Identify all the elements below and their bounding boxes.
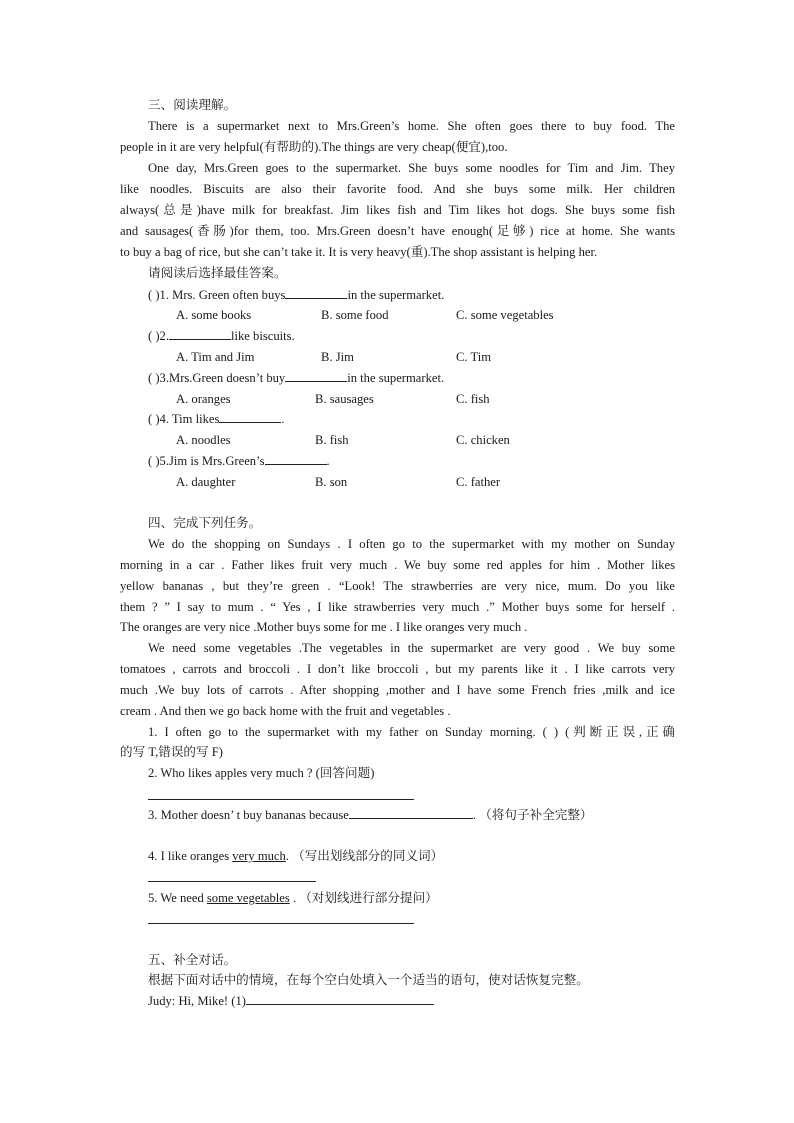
answer-blank[interactable]: [349, 806, 473, 819]
section3-passage-line: like noodles. Biscuits are also their favorite food. And she buys some milk. Her children: [120, 182, 675, 196]
option-a: A. daughter: [176, 475, 236, 489]
section3-passage-line: people in it are very helpful(有帮助的).The things are very cheap(便宜),too.: [120, 140, 508, 154]
option-b: B. some food: [321, 308, 389, 322]
answer-paren[interactable]: ( ): [148, 288, 160, 302]
section3-passage-line: One day, Mrs.Green goes to the supermarket. She buys some noodles for Tim and Jim. They: [148, 161, 675, 175]
task-1-continued: 的写 T,错误的写 F): [120, 745, 223, 759]
question-1: ( )1. Mrs. Green often buys in the supermarket.: [148, 288, 445, 302]
option-b: B. sausages: [315, 392, 374, 406]
answer-blank[interactable]: [265, 452, 327, 465]
section3-instruction: 请阅读后选择最佳答案。: [148, 265, 287, 280]
answer-paren[interactable]: ( ): [148, 329, 160, 343]
task-2: 2. Who likes apples very much ? (回答问题): [148, 766, 375, 780]
answer-blank[interactable]: [285, 286, 347, 299]
option-c: C. some vegetables: [456, 308, 554, 322]
option-a: A. Tim and Jim: [176, 350, 255, 364]
answer-paren[interactable]: ( ): [148, 412, 160, 426]
section4-passage-line: tomatoes , carrots and broccoli . I don’t like broccoli , but my parents like it . I like carrots very: [120, 662, 675, 676]
answer-blank[interactable]: [219, 410, 281, 423]
underlined-phrase: very much: [232, 849, 286, 863]
task-3: 3. Mother doesn’ t buy bananas because . （将句子补全完整）: [148, 808, 593, 822]
question-2: ( )2. like biscuits.: [148, 329, 295, 343]
option-b: B. son: [315, 475, 348, 489]
section4-passage-line: cream . And then we go back home with the fruit and vegetables .: [120, 704, 451, 718]
answer-blank[interactable]: [285, 369, 347, 382]
task-5: 5. We need some vegetables . （对划线进行部分提问）: [148, 891, 438, 905]
section4-passage-line: The oranges are very nice .Mother buys some for me . I like oranges very much .: [120, 620, 528, 634]
option-c: C. father: [456, 475, 501, 489]
answer-blank[interactable]: [246, 992, 434, 1005]
section4-heading: 四、完成下列任务。: [148, 515, 262, 530]
underlined-phrase: some vegetables: [206, 891, 290, 905]
option-b: B. fish: [315, 433, 349, 447]
section4-passage-line: We do the shopping on Sundays . I often go to the supermarket with my mother on Sunday: [148, 537, 675, 551]
section5-instruction: 根据下面对话中的情境，在每个空白处填入一个适当的语句，使对话恢复完整。: [148, 972, 589, 987]
question-3: ( )3.Mrs.Green doesn’t buy in the supermarket.: [148, 371, 445, 385]
section3-heading: 三、阅读理解。: [148, 97, 237, 112]
answer-paren[interactable]: ( ): [148, 454, 160, 468]
section3-passage-line: There is a supermarket next to Mrs.Green’s home. She often goes there to buy food. The: [148, 119, 675, 133]
question-4: ( )4. Tim likes .: [148, 412, 285, 426]
answer-blank[interactable]: [169, 327, 231, 340]
task-4: 4. I like oranges very much. （写出划线部分的同义词）: [148, 849, 444, 863]
section4-passage-line: We need some vegetables .The vegetables in the supermarket are very good . We buy some: [148, 641, 675, 655]
section3-passage-line: always(总是)have milk for breakfast. Jim likes fish and Tim likes hot dogs. She buys some fish: [120, 203, 675, 217]
option-a: A. noodles: [176, 433, 231, 447]
section3-passage-line: to buy a bag of rice, but she can’t take it. It is very heavy(重).The shop assistant is helping her.: [120, 245, 598, 259]
option-c: C. fish: [456, 392, 490, 406]
section5-heading: 五、补全对话。: [148, 952, 237, 967]
option-a: A. oranges: [176, 392, 231, 406]
option-a: A. some books: [176, 308, 252, 322]
task-5-answer-line[interactable]: [148, 923, 414, 924]
task-4-answer-line[interactable]: [148, 881, 316, 882]
option-c: C. chicken: [456, 433, 510, 447]
dialogue-line-1: Judy: Hi, Mike! (1): [148, 992, 434, 1010]
section4-passage-line: morning in a car . Father likes fruit very much . We buy some red apples for him . Mother likes: [120, 558, 675, 572]
section4-passage-line: much .We buy lots of carrots . After shopping ,mother and I have some French fries ,milk and ice: [120, 683, 675, 697]
task-1: 1. I often go to the supermarket with my father on Sunday morning. ( ) (判断正误,正确: [148, 725, 675, 739]
section3-passage-line: and sausages(香肠)for them, too. Mrs.Green doesn’t have enough(足够) rice at home. She wants: [120, 224, 675, 238]
option-c: C. Tim: [456, 350, 492, 364]
section4-passage-line: them ? ” I say to mum . “ Yes , I like strawberries very much .” Mother buys some for herself .: [120, 600, 675, 614]
answer-paren[interactable]: ( ): [148, 371, 160, 385]
section4-passage-line: yellow bananas , but they’re green . “Look! The strawberries are very nice, mum. Do you like: [120, 579, 675, 593]
option-b: B. Jim: [321, 350, 354, 364]
question-5: ( )5.Jim is Mrs.Green’s .: [148, 454, 330, 468]
task-2-answer-line[interactable]: [148, 799, 414, 800]
